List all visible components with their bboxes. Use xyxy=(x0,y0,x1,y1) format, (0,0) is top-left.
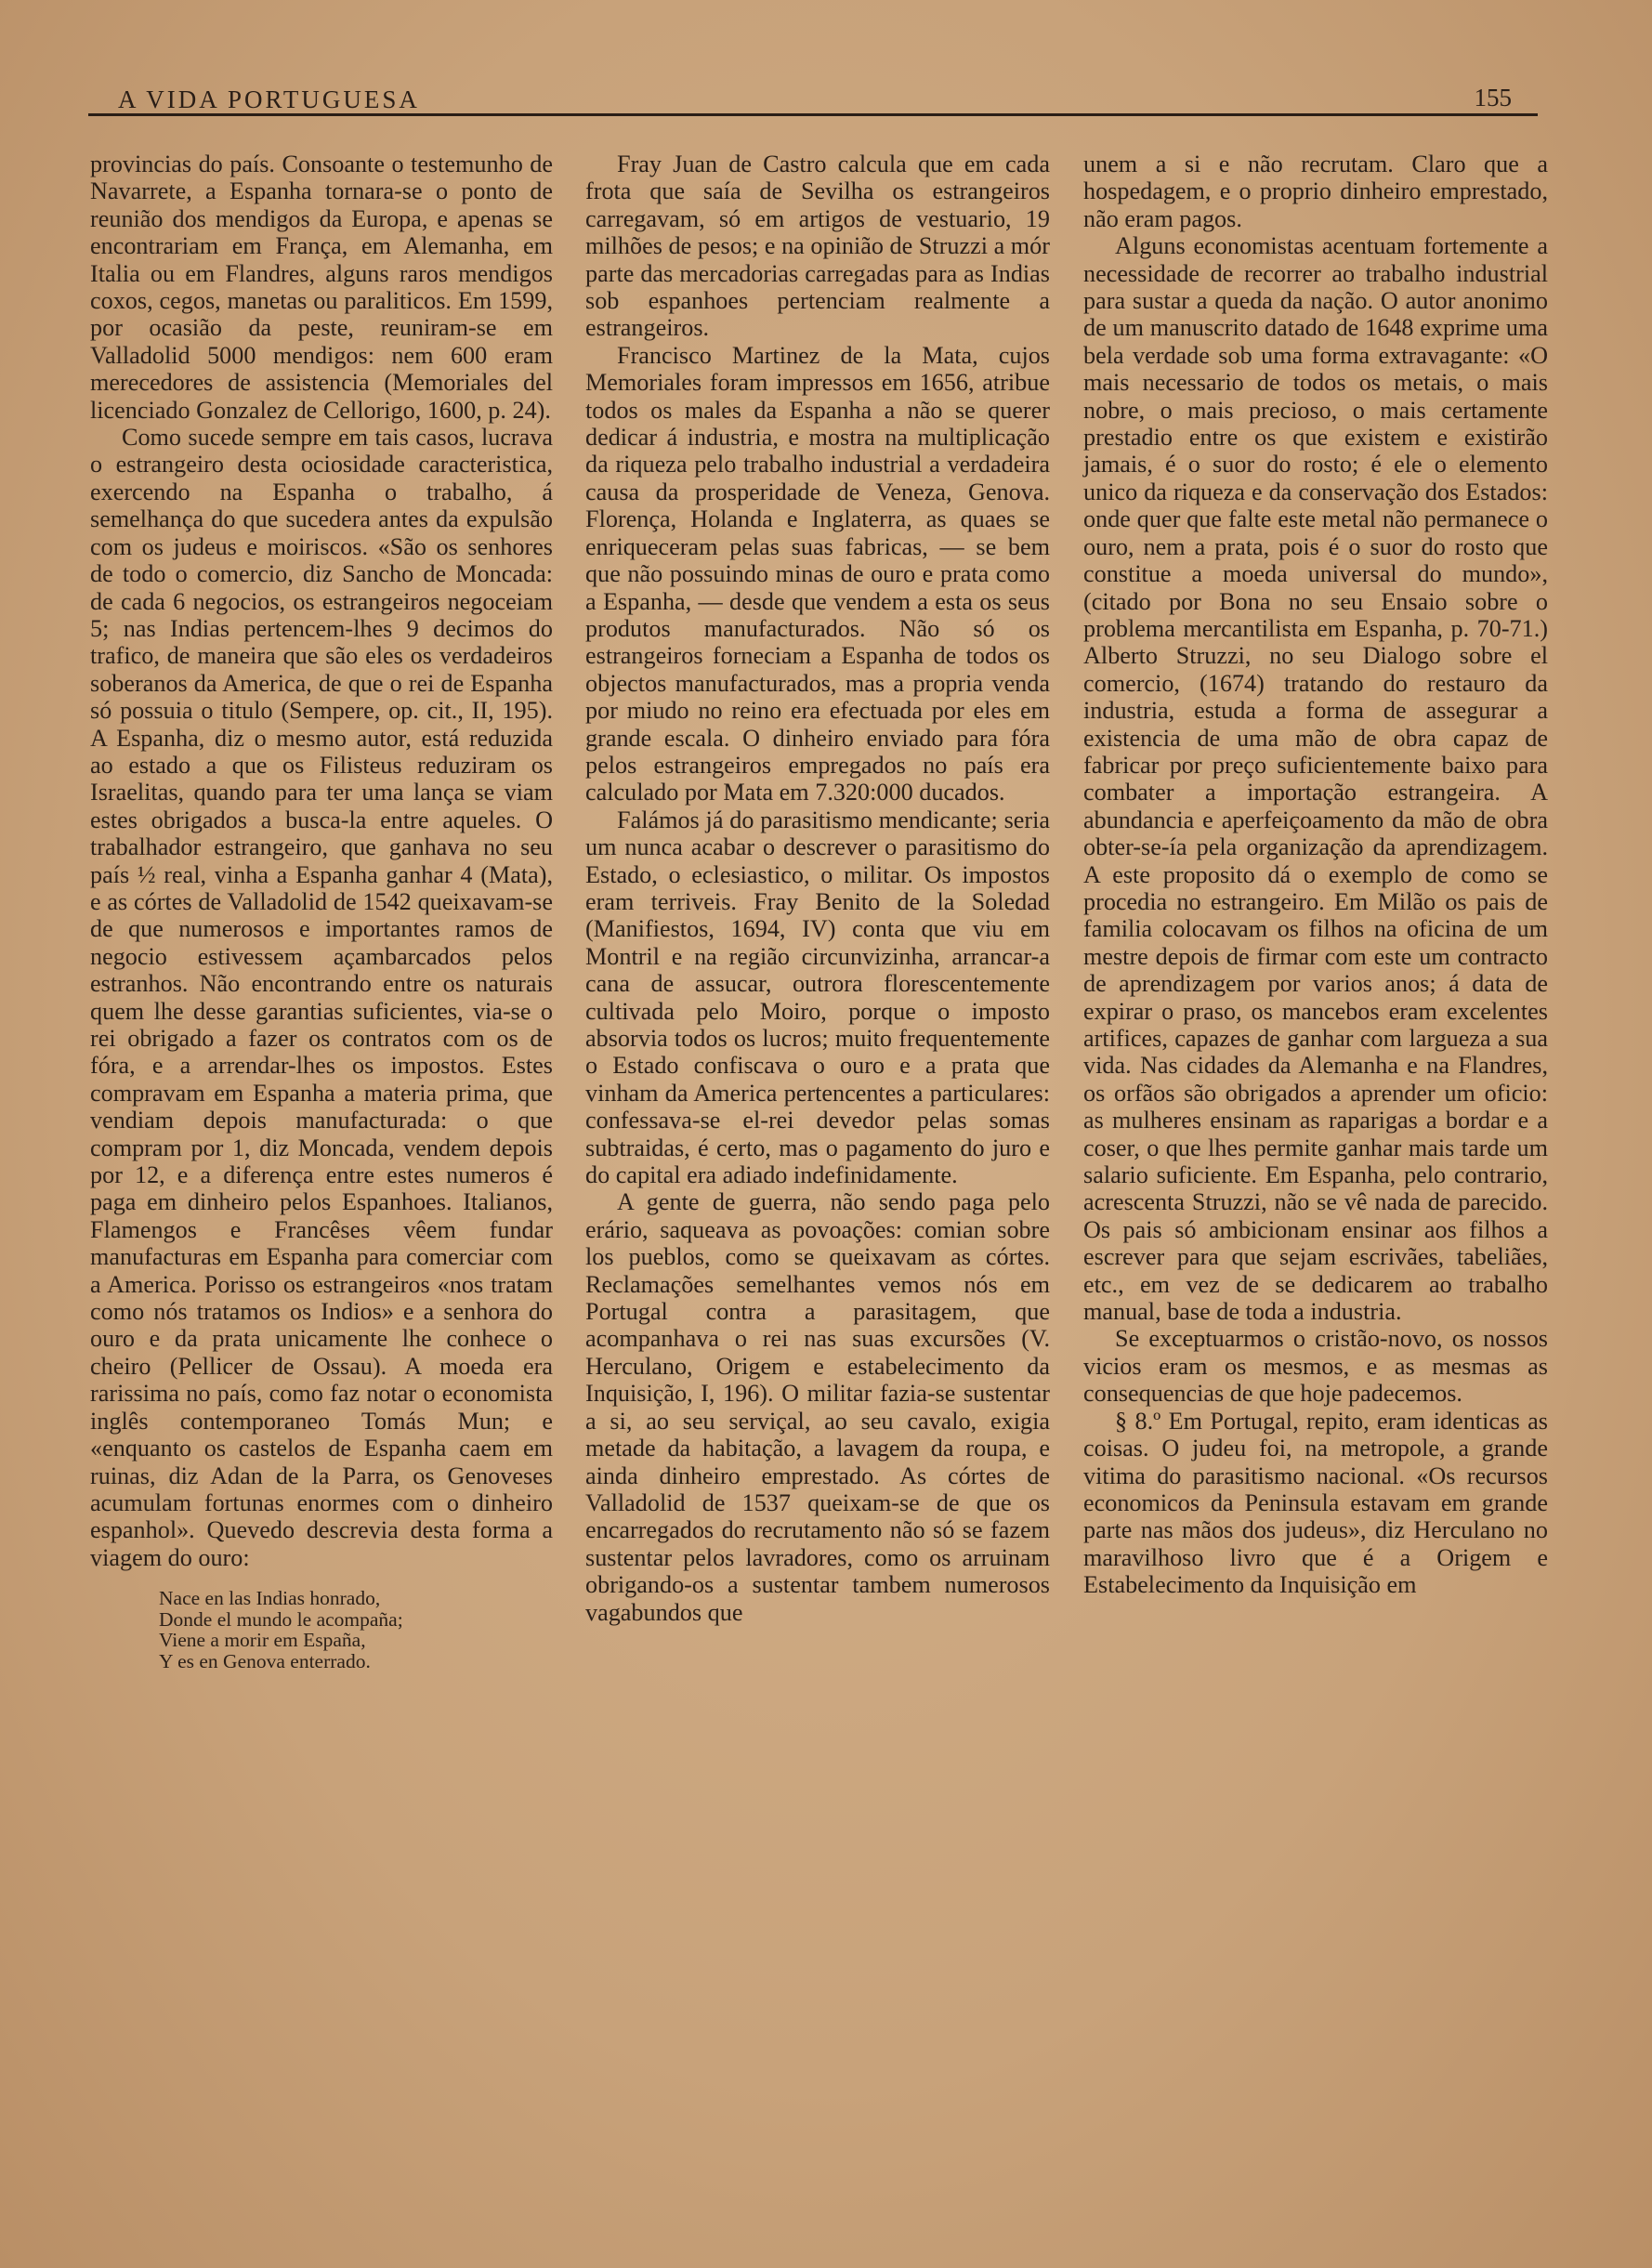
running-header xyxy=(88,82,1538,116)
text-column-3 xyxy=(1083,151,1548,1599)
page-number: 155 xyxy=(1474,84,1512,111)
paragraph: unem a si e não recrutam. Claro que a hospedagem, e o proprio dinheiro emprestado, não eram pagos. xyxy=(1083,151,1548,232)
paragraph: Fray Juan de Castro calcula que em cada frota que saía de Sevilha os estrangeiros carregavam, só em artigos de vestuario, 19 milhões de pesos; e na opinião de Struzzi a mór parte das mercadorias carregadas para as Indias sob espanhoes pertenciam realmente a estrangeiros. xyxy=(585,151,1050,342)
poem-quote xyxy=(159,1588,553,1672)
paragraph: Falámos já do parasitismo mendicante; seria um nunca acabar o descrever o parasitismo do Estado, o eclesiastico, o militar. Os impostos eram terriveis. Fray Benito de la Soledad (Manifiestos, 1694, IV) conta que viu em Montril e na região circunvizinha, arrancar-a cana de assucar, outrora florescentemente cultivada pelo Moiro, porque o imposto absorvia todos os lucros; muito frequentemente o Estado confiscava o ouro e a prata que vinham da America pertencentes a particulares: confessava-se el-rei devedor pelas somas subtraidas, é certo, mas o pagamento do juro e do capital era adiado indefinidamente. xyxy=(585,806,1050,1189)
text-column-1 xyxy=(90,151,553,1672)
poem-line: Nace en las Indias honrado, xyxy=(159,1587,381,1610)
paragraph: § 8.º Em Portugal, repito, eram identicas as coisas. O judeu foi, na metropole, a grande vitima do parasitismo nacional. «Os recursos economicos da Peninsula estavam em grande parte nas mãos dos judeus», diz Herculano no maravilhoso livro que é a Origem e Estabelecimento da Inquisição em xyxy=(1083,1407,1548,1599)
journal-title: A VIDA PORTUGUESA xyxy=(118,85,420,113)
text-column-2 xyxy=(585,151,1050,1626)
paragraph: Como sucede sempre em tais casos, lucrava o estrangeiro desta ociosidade caracteristica, exercendo na Espanha o trabalho, á semelhança do que sucedera antes da expulsão com os judeus e moiriscos. «São os senhores de todo o comercio, diz Sancho de Moncada: de cada 6 negocios, os estrangeiros negoceiam 5; nas Indias pertencem-lhes 9 decimos do trafico, de maneira que são eles os verdadeiros soberanos da America, de que o rei de Espanha só possuia o titulo (Sempere, op. cit., II, 195). A Espanha, diz o mesmo autor, está reduzida ao estado a que os Filisteus reduziram os Israelitas, quando para ter uma lança se viam estes obrigados a busca-la entre aqueles. O trabalhador estrangeiro, que ganhava no seu país ½ real, vinha a Espanha ganhar 4 (Mata), e as córtes de Valladolid de 1542 queixavam-se de que numerosos e importantes ramos de negocio estivessem açambarcados pelos estranhos. Não encontrando entre os naturais quem lhe desse garantias suficientes, via-se o rei obrigado a fazer os contratos com os de fóra, e a arrendar-lhes os impostos. Estes compravam em Espanha a materia prima, que vendiam depois manufacturada: o que compram por 1, diz Moncada, vendem depois por 12, e a diferença entre estes numeros é paga em dinheiro pelos Espanhoes. Italianos, Flamengos e Francêses vêem fundar manufacturas em Espanha para comerciar com a America. Porisso os estrangeiros «nos tratam como nós tratamos os Indios» e a senhora do ouro e da prata unicamente lhe conhece o cheiro (Pellicer de Ossau). A moeda era rarissima no país, como faz notar o economista inglês contemporaneo Tomás Mun; e «enquanto os castelos de Espanha caem em ruinas, diz Adan de la Parra, os Genoveses acumulam fortunas enormes com o dinheiro espanhol». Quevedo descrevia desta forma a viagem do ouro: xyxy=(90,424,553,1571)
poem-line: Y es en Genova enterrado. xyxy=(159,1649,371,1672)
paragraph: Francisco Martinez de la Mata, cujos Memoriales foram impressos em 1656, atribue todos os males da Espanha a não se querer dedicar á industria, e mostra na multiplicação da riqueza pelo trabalho industrial a verdadeira causa da prosperidade de Veneza, Genova. Florença, Holanda e Inglaterra, as quaes se enriqueceram pelas suas fabricas, — se bem que não possuindo minas de ouro e prata como a Espanha, — desde que vendem a esta os seus produtos manufacturados. Não só os estrangeiros forneciam a Espanha de todos os objectos manufacturados, mas a propria venda por miudo no reino era efectuada por eles em grande escala. O dinheiro enviado para fóra pelos estrangeiros empregados no país era calculado por Mata em 7.320:000 ducados. xyxy=(585,341,1050,806)
paragraph: Se exceptuarmos o cristão-novo, os nossos vicios eram os mesmos, e as mesmas as consequencias de que hoje padecemos. xyxy=(1083,1325,1548,1408)
paragraph: provincias do país. Consoante o testemunho de Navarrete, a Espanha tornara-se o ponto de reunião dos mendigos da Europa, e apenas se encontrariam em França, em Alemanha, em Italia ou em Flandres, alguns raros mendigos coxos, cegos, manetas ou paraliticos. Em 1599, por ocasião da peste, reuniram-se em Valladolid 5000 mendigos: nem 600 eram merecedores de assistencia (Memoriales del licenciado Gonzalez de Cellorigo, 1600, p. 24). xyxy=(90,151,553,424)
poem-line: Donde el mundo le acompaña; xyxy=(159,1607,403,1631)
paragraph: A gente de guerra, não sendo paga pelo erário, saqueava as povoações: comian sobre los pueblos, como se queixavam as córtes. Reclamações semelhantes vemos nós em Portugal contra a parasitagem, que acompanhava o rei nas suas excursões (V. Herculano, Origem e estabelecimento da Inquisição, I, 196). O militar fazia-se sustentar a si, ao seu serviçal, ao seu cavalo, exigia metade da habitação, a lavagem da roupa, e ainda dinheiro emprestado. As córtes de Valladolid de 1537 queixam-se de que os encarregados do recrutamento não só se fazem sustentar pelos lavradores, como os arruinam obrigando-os a sustentar tambem numerosos vagabundos que xyxy=(585,1188,1050,1626)
poem-line: Viene a morir em España, xyxy=(159,1629,366,1652)
paragraph: Alguns economistas acentuam fortemente a necessidade de recorrer ao trabalho industrial para sustar a queda da nação. O autor anonimo de um manuscrito datado de 1648 exprime uma bela verdade sob uma forma extravagante: «O mais necessario de todos os metais, o mais nobre, o mais precioso, o mais certamente prestadio entre os que existem e existirão jamais, é o suor do rosto; é ele o elemento unico da riqueza e da conservação dos Estados: onde quer que falte este metal não permanece o ouro, nem a prata, pois é o suor do rosto que constitue a moeda universal do mundo», (citado por Bona no seu Ensaio sobre o problema mercantilista em Espanha, p. 70-71.) Alberto Struzzi, no seu Dialogo sobre el comercio, (1674) tratando do restauro da industria, estuda a forma de assegurar a existencia de uma mão de obra capaz de fabricar por preço suficientemente baixo para combater a importação estrangeira. A abundancia e aperfeiçoamento da mão de obra obter-se-ía pela organização da aprendizagem. A este proposito dá o exemplo de como se procedia no estrangeiro. Em Milão os pais de familia colocavam os filhos na oficina de um mestre depois de firmar com este um contracto de aprendizagem por varios anos; á data de expirar o praso, os mancebos eram excelentes artifices, capazes de ganhar com largueza a sua vida. Nas cidades da Alemanha e na Flandres, os orfãos são obrigados a aprender um oficio: as mulheres ensinam as raparigas a bordar e a coser, o que lhes permite ganhar mais tarde um salario suficiente. Em Espanha, pelo contrario, acrescenta Struzzi, não se vê nada de parecido. Os pais só ambicionam ensinar aos filhos a escrever para que sejam escrivães, tabeliães, etc., em vez de se dedicarem ao trabalho manual, base de toda a industria. xyxy=(1083,232,1548,1326)
